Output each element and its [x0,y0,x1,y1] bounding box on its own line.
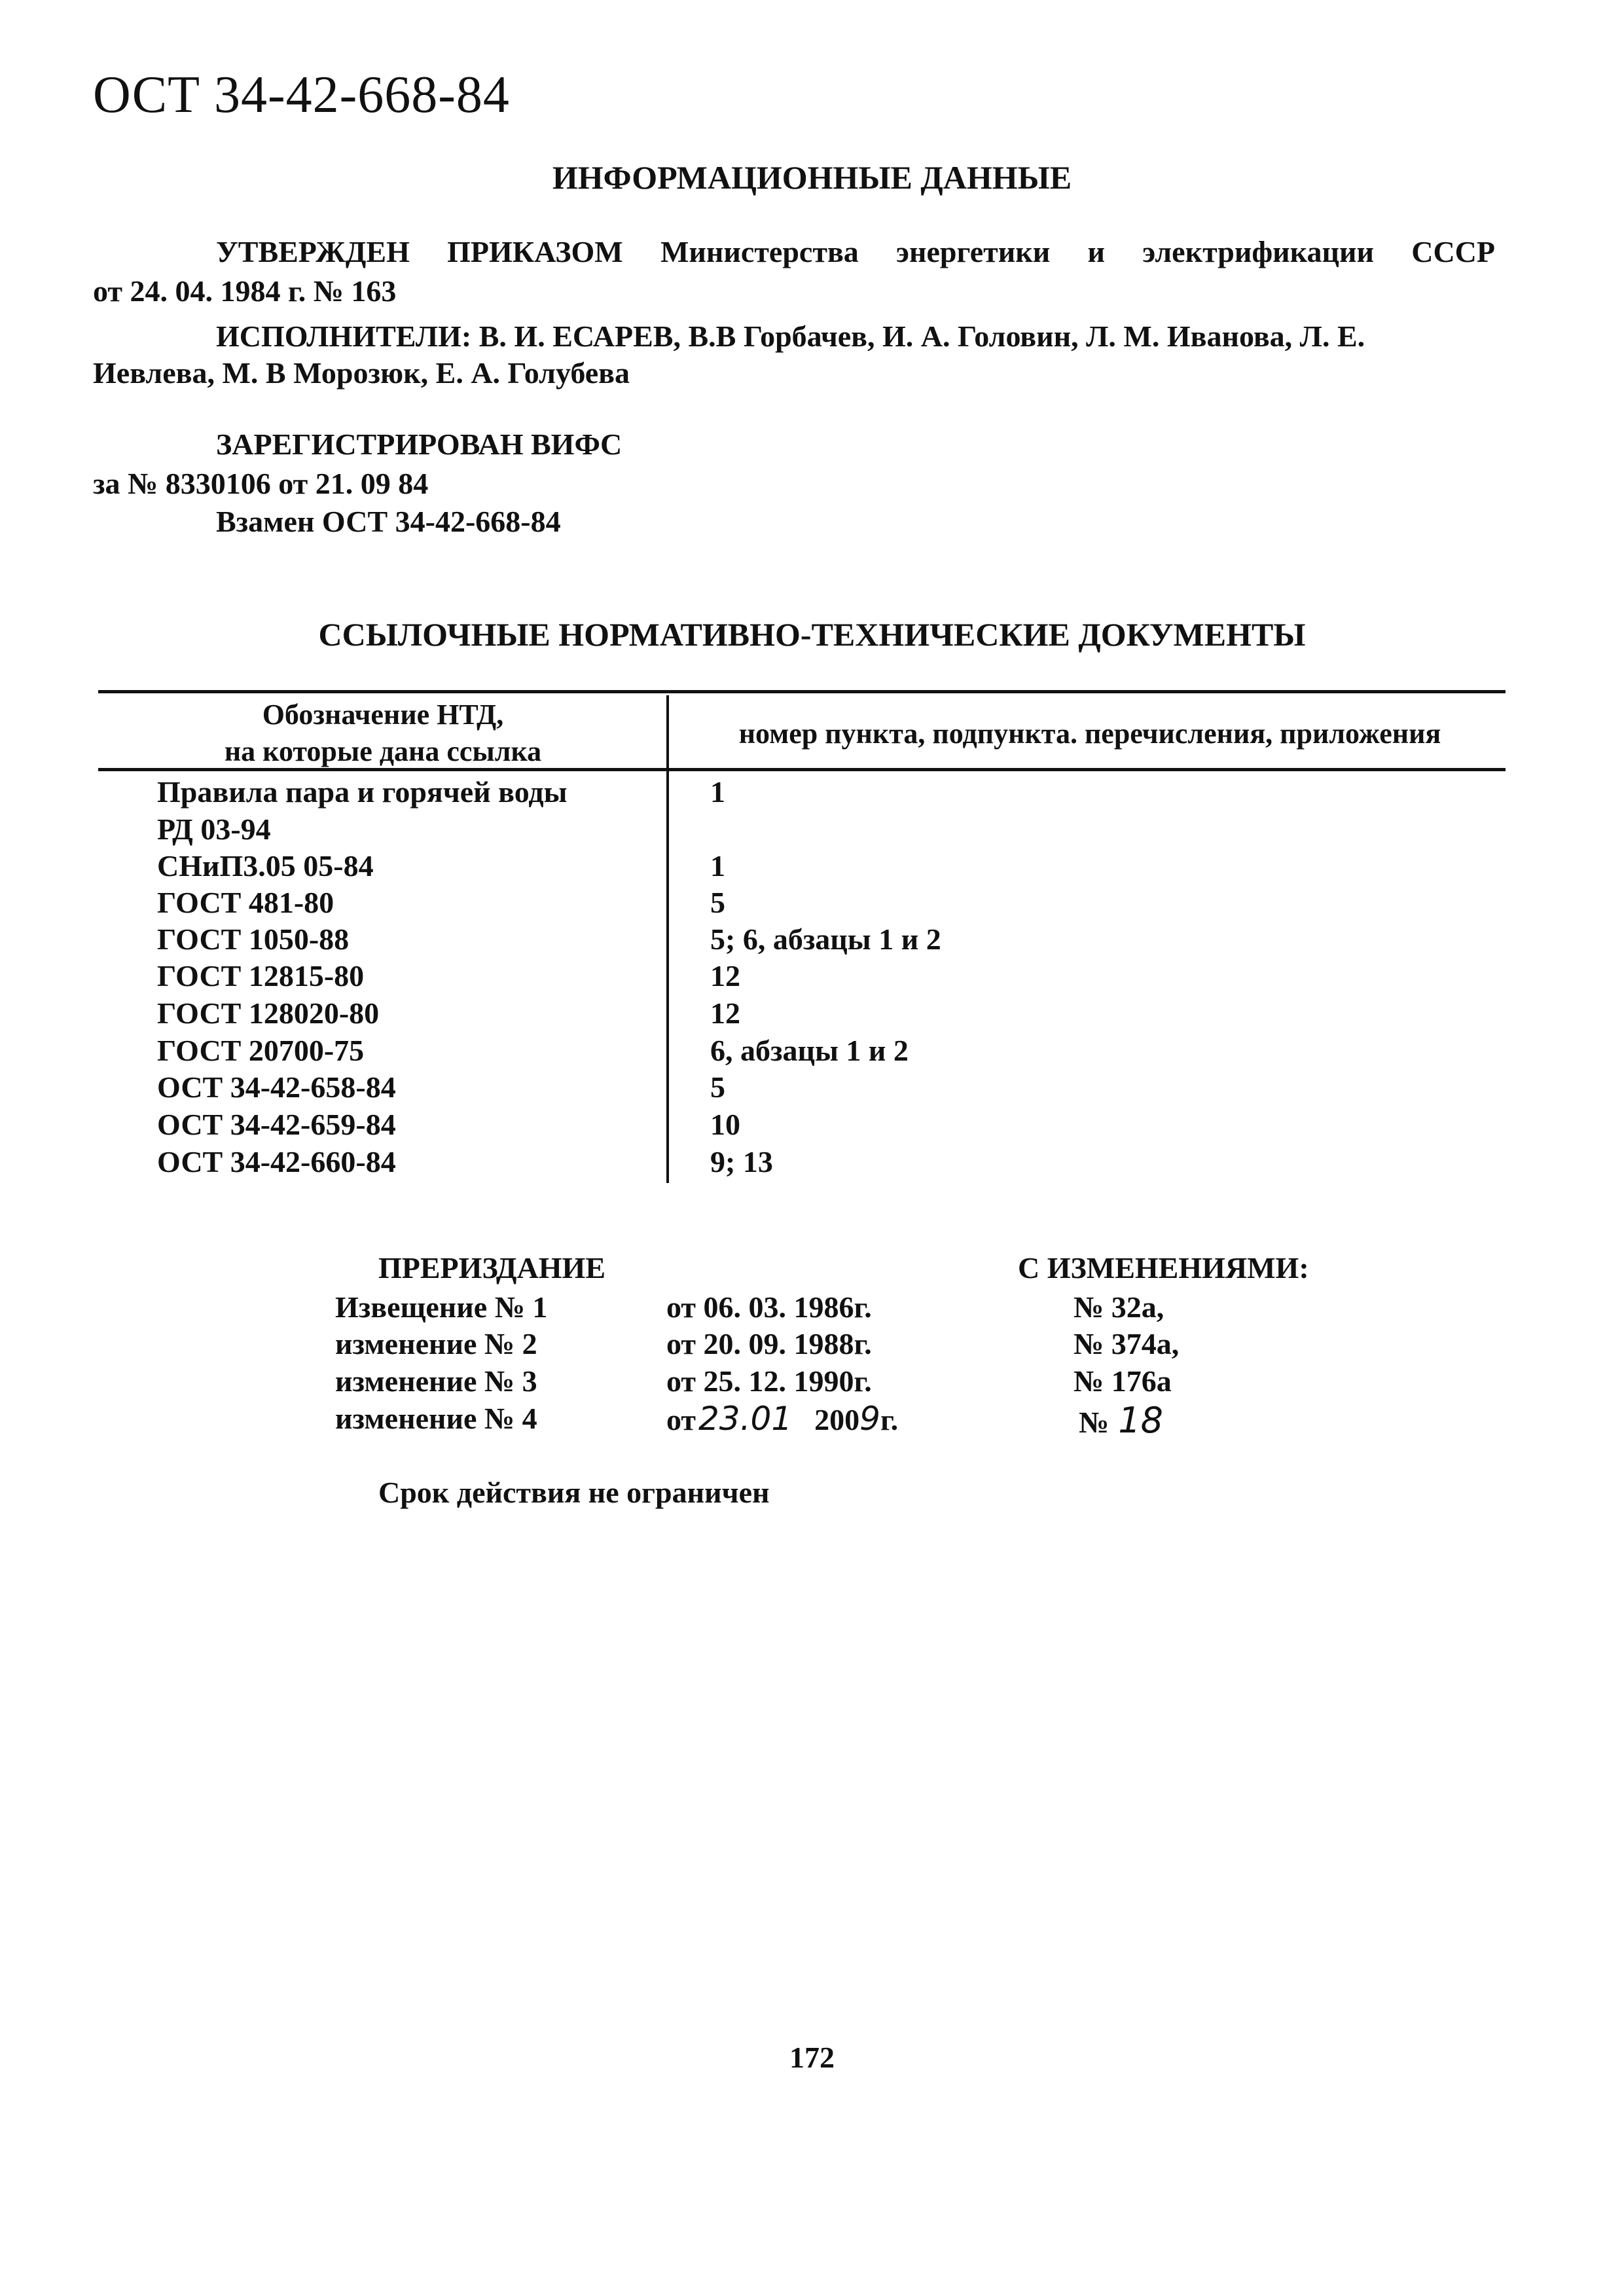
change-number-prefix: № [1079,1406,1110,1439]
table-cell-item: 5; 6, абзацы 1 и 2 [710,922,941,956]
change-number: № 176а [1074,1364,1172,1398]
table-cell-doc: СНиП3.05 05-84 [157,849,374,883]
registered-line-3: Взамен ОСТ 34-42-668-84 [216,505,561,538]
change-date: от 25. 12. 1990г. [666,1364,872,1398]
reissue-heading: ПРЕРИЗДАНИЕ [378,1251,606,1285]
refs-heading: ССЫЛОЧНЫЕ НОРМАТИВНО-ТЕХНИЧЕСКИЕ ДОКУМЕНТЫ [318,616,1306,653]
change-date-handwritten [666,1400,898,1438]
change-number: № 32а, [1074,1290,1164,1324]
table-cell-doc: РД 03-94 [157,812,271,846]
registered-line-2: за № 8330106 от 21. 09 84 [93,467,429,500]
table-cell-doc: ОСТ 34-42-659-84 [157,1108,396,1141]
table-cell-item: 1 [710,775,725,809]
change-date-prefix: от [666,1403,696,1436]
table-column-divider [666,695,669,1183]
table-header-bottom-rule [98,768,1506,771]
table-cell-item: 12 [710,996,740,1030]
table-cell-doc: ГОСТ 1050-88 [157,922,350,956]
table-cell-item: 1 [710,849,725,883]
year-printed-start: 200 [814,1403,860,1436]
col1-header-line-2: на которые дана ссылка [224,735,542,767]
change-number-handwritten [1079,1400,1163,1441]
change-label: изменение № 4 [335,1402,537,1435]
approved-line-2: от 24. 04. 1984 г. № 163 [93,274,397,308]
validity-text: Срок действия не ограничен [378,1476,770,1509]
table-cell-item: 9; 13 [710,1145,773,1178]
change-label: Извещение № 1 [335,1290,548,1324]
table-cell-item: 5 [710,1070,725,1104]
table-cell-doc: ОСТ 34-42-660-84 [157,1145,396,1178]
performers-line-2: Иевлева, М. В Морозюк, Е. А. Голубева [93,356,630,390]
table-cell-doc: ГОСТ 481-80 [157,886,334,919]
table-cell-doc: ОСТ 34-42-658-84 [157,1070,396,1104]
table-cell-item: 6, абзацы 1 и 2 [710,1034,909,1067]
change-number: № 374а, [1074,1327,1180,1360]
table-cell-doc: Правила пара и горячей воды [157,775,568,809]
table-cell-item: 10 [710,1108,740,1141]
table-cell-doc: ГОСТ 20700-75 [157,1034,365,1067]
performers-line-1: ИСПОЛНИТЕЛИ: В. И. ЕСАРЕВ, В.В Горбачев, И. А. Головин, Л. М. Иванова, Л. Е. [216,319,1365,353]
changes-heading: С ИЗМЕНЕНИЯМИ: [1018,1251,1309,1285]
table-top-rule [98,690,1506,693]
approved-line-1: УТВЕРЖДЕН ПРИКАЗОМ Министерства энергетики и электрификации СССР [216,235,1495,268]
change-label: изменение № 3 [335,1364,537,1398]
handwritten-year-digit: 9 [859,1400,880,1438]
change-date: от 06. 03. 1986г. [666,1290,872,1324]
table-cell-item: 5 [710,886,725,919]
info-heading: ИНФОРМАЦИОННЫЕ ДАННЫЕ [552,159,1072,196]
change-date: от 20. 09. 1988г. [666,1327,872,1360]
document-code: ОСТ 34-42-668-84 [93,66,510,124]
table-cell-item: 12 [710,959,740,993]
registered-line-1: ЗАРЕГИСТРИРОВАН ВИФС [216,428,623,461]
col2-header: номер пункта, подпункта. перечисления, приложения [738,718,1441,750]
table-cell-doc: ГОСТ 128020-80 [157,996,380,1030]
page-number: 172 [789,2041,835,2074]
col1-header-line-1: Обозначение НТД, [262,699,504,731]
handwritten-number: 18 [1118,1400,1163,1441]
table-cell-doc: ГОСТ 12815-80 [157,959,365,993]
change-label: изменение № 2 [335,1327,537,1360]
handwritten-date: 23.01 [698,1400,793,1438]
year-suffix: г. [880,1403,899,1436]
